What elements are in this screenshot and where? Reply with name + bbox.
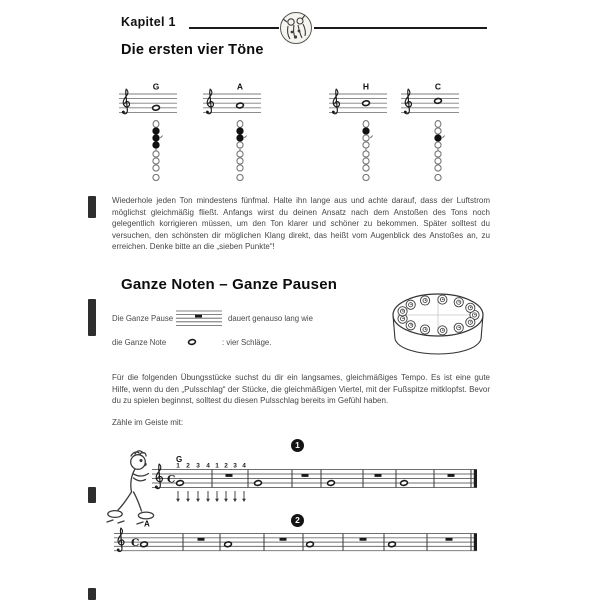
fingering-chart-g: [117, 80, 183, 192]
count-prompt: Zähle im Geiste mit:: [112, 418, 184, 427]
whole-rest-definition: dauert genauso lang wie: [228, 314, 313, 323]
beat-arrow-icon: [215, 499, 219, 502]
tone-hole-closed: [363, 128, 369, 134]
tone-hole-closed: [237, 135, 243, 141]
tone-hole-open: [363, 151, 369, 157]
whole-note-label: die Ganze Note: [112, 338, 167, 347]
beat-arrow-icon: [206, 499, 210, 502]
chapter-heading: Kapitel 1: [121, 15, 176, 29]
tone-hole-open: [435, 142, 441, 148]
whole-note: [152, 105, 160, 111]
whole-note-icon: [186, 337, 199, 347]
note-name-label: G: [176, 455, 183, 464]
whole-rest: [446, 538, 453, 541]
whole-rest: [198, 538, 205, 541]
whole-rest: [195, 315, 202, 318]
fingering-chart-c: [399, 80, 465, 192]
fingering-chart-h: [327, 80, 393, 192]
whole-rest: [226, 474, 233, 477]
beat-arrow-icon: [242, 499, 246, 502]
treble-clef-icon: [206, 89, 214, 114]
hole-tick: [160, 136, 162, 138]
section-heading: Ganze Noten – Ganze Pausen: [121, 276, 338, 293]
tone-hole-open: [435, 165, 441, 171]
whole-note-definition: : vier Schläge.: [222, 338, 272, 347]
tone-hole-open: [363, 121, 369, 128]
hole-tick: [244, 136, 246, 138]
final-barline: [474, 534, 477, 551]
whole-rest-label: Die Ganze Pause: [112, 314, 174, 323]
tempo-paragraph: Für die folgenden Übungsstücke suchst du dir ein langsames, gleichmäßiges Tempo. Es ist eine gute Hilfe, wenn du den „Pulsschlag“ der Stücke, die gleichmäßigen Viertel, mit der Fußspitze mitklopfst. Bevor du zu spielen beginnst, solltest du diesen Pulsschlag bereits im Gefühl haben.: [112, 373, 490, 405]
beat-arrow-icon: [186, 499, 190, 502]
note-name-label: G: [152, 81, 160, 92]
count-number: 1: [176, 462, 180, 470]
drum-illustration: [390, 288, 490, 364]
hole-tick: [370, 136, 372, 138]
count-number: 2: [224, 462, 228, 470]
beat-arrow-icon: [176, 499, 180, 502]
treble-clef-icon: [404, 89, 412, 114]
note-name-label: A: [144, 519, 150, 529]
tone-hole-open: [153, 174, 159, 180]
count-number: 1: [215, 462, 219, 470]
whole-note: [254, 480, 262, 486]
count-number: 4: [206, 462, 210, 470]
whole-note: [400, 480, 408, 486]
exercise-2-number: 2: [291, 514, 304, 527]
header-rule: [314, 27, 487, 29]
whole-note: [176, 480, 184, 486]
tone-hole-open: [435, 128, 441, 134]
tone-hole-closed: [237, 128, 243, 134]
count-number: 3: [196, 462, 200, 470]
tone-hole-open: [435, 174, 441, 180]
whole-note: [140, 541, 148, 547]
tone-hole-open: [153, 121, 159, 128]
treble-clef-icon: [122, 89, 130, 114]
count-number: 2: [186, 462, 190, 470]
note-name-label: C: [434, 81, 442, 92]
tone-hole-closed: [435, 135, 441, 141]
beat-arrow-icon: [233, 499, 237, 502]
exercise-1-number: 1: [291, 439, 304, 452]
whole-rest: [302, 474, 309, 477]
scan-mark: [88, 588, 96, 600]
treble-clef-icon: [117, 528, 124, 551]
chapter-icon: [278, 10, 314, 46]
whole-note: [327, 480, 335, 486]
tone-hole-open: [237, 121, 243, 128]
fingering-chart-a: [201, 80, 267, 192]
whole-note: [236, 103, 244, 109]
tone-hole-open: [435, 151, 441, 157]
count-number: 4: [242, 462, 246, 470]
tone-hole-open: [237, 142, 243, 148]
tone-hole-open: [363, 142, 369, 148]
scan-mark: [88, 299, 96, 336]
whole-rest: [448, 474, 455, 477]
tone-hole-closed: [153, 142, 159, 148]
count-number: 3: [233, 462, 237, 470]
whole-rest: [375, 474, 382, 477]
tone-hole-open: [237, 165, 243, 171]
whole-rest: [360, 538, 367, 541]
scan-mark: [88, 487, 96, 503]
whole-rest-staff: [176, 306, 222, 332]
tone-hole-open: [153, 165, 159, 171]
tone-hole-open: [363, 165, 369, 171]
whole-note: [306, 541, 314, 547]
whole-note: [188, 339, 196, 345]
tone-hole-closed: [153, 128, 159, 134]
treble-clef-icon: [155, 464, 163, 488]
tone-hole-open: [237, 174, 243, 180]
tone-hole-open: [237, 158, 243, 164]
note-name-label: A: [236, 81, 244, 92]
tone-hole-open: [435, 158, 441, 164]
beat-arrow-icon: [224, 499, 228, 502]
whole-rest: [280, 538, 287, 541]
whole-note: [388, 541, 396, 547]
final-barline: [474, 470, 477, 488]
time-signature: C: [131, 536, 140, 549]
note-name-label: H: [362, 81, 370, 92]
tone-hole-open: [363, 174, 369, 180]
hole-tick: [442, 136, 444, 138]
treble-clef-icon: [332, 89, 340, 114]
tone-hole-open: [153, 158, 159, 164]
tone-hole-open: [363, 135, 369, 141]
scan-mark: [88, 196, 96, 218]
exercise-2-staff: [108, 512, 486, 570]
whole-note: [434, 98, 442, 104]
whole-note: [362, 100, 370, 106]
whole-note: [224, 541, 232, 547]
page-title: Die ersten vier Töne: [121, 42, 264, 58]
exercise-1-staff: [148, 436, 484, 508]
tone-hole-closed: [153, 135, 159, 141]
time-signature: C: [167, 473, 176, 486]
header-rule: [189, 27, 279, 29]
tone-hole-open: [363, 158, 369, 164]
tone-hole-open: [435, 121, 441, 128]
tone-hole-open: [153, 151, 159, 157]
beat-arrow-icon: [196, 499, 200, 502]
intro-paragraph: Wiederhole jeden Ton mindestens fünfmal. Halte ihn lange aus und achte darauf, dass der Luftstrom möglichst gleichmäßig fließt. Anfangs wirst du deinen Ansatz nach dem Anstoßen des Tons noch gelegentlich korrigieren müssen, um den Ton klarer und schöner zu bekommen. Später solltest du versuchen, den schönsten dir möglichen Klang direkt, das heißt vom Augenblick des Anstoßes an, zu erreichen. Denke bitte an die „sieben Punkte“!: [112, 196, 490, 251]
tone-hole-open: [237, 151, 243, 157]
